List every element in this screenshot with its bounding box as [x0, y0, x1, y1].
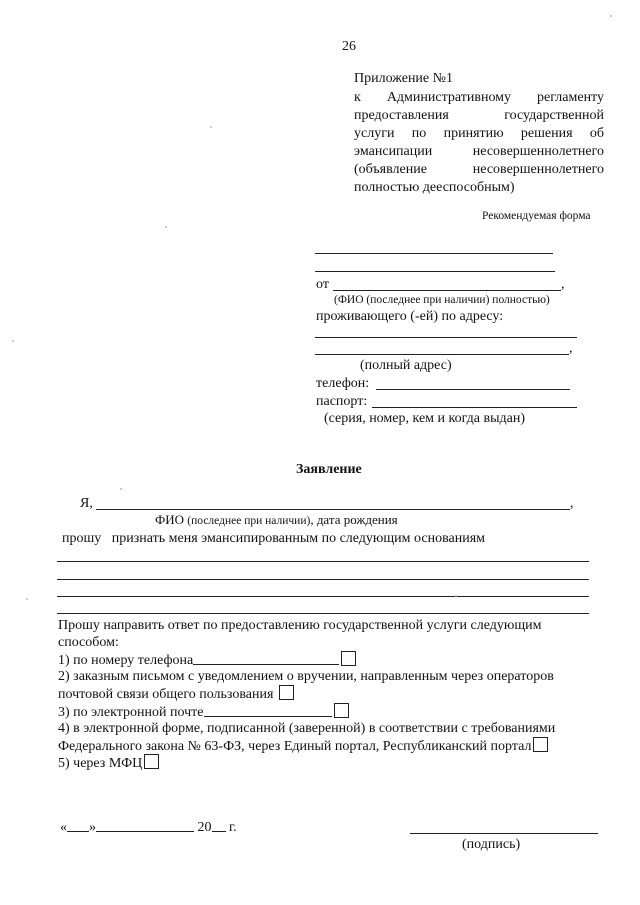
fio-hint-small: (последнее при наличии): [187, 515, 311, 527]
word: услуги: [354, 126, 395, 141]
word: несовершеннолетнего: [472, 162, 604, 177]
from-fio-field[interactable]: [333, 290, 561, 291]
signature-hint: (подпись): [462, 837, 521, 852]
option-phone: [58, 651, 356, 669]
year-prefix: 20: [197, 820, 212, 835]
year-suffix: г.: [229, 820, 237, 835]
word: регламенту: [537, 90, 604, 105]
option-portal-label: Федерального закона № 63-ФЗ, через Единый портал, Республиканский портал: [58, 739, 532, 754]
from-label: от: [316, 277, 329, 292]
scan-speck: [455, 595, 457, 597]
word: (объявление: [354, 162, 427, 177]
passport-field[interactable]: [372, 407, 577, 408]
fio-hint-main: ФИО: [155, 512, 185, 527]
option-email-field[interactable]: [204, 703, 332, 717]
appendix-line-5: [354, 161, 604, 178]
fio-hint-end: , дата рождения: [310, 512, 398, 527]
scan-speck: [26, 598, 28, 600]
address-hint: (полный адрес): [360, 358, 452, 373]
phone-label: телефон:: [316, 376, 370, 391]
quote-open: «: [60, 820, 67, 835]
option-portal-checkbox[interactable]: [533, 737, 548, 752]
grounds-line-3[interactable]: [57, 596, 589, 597]
option-mfc: [58, 754, 159, 772]
scan-speck: [120, 488, 122, 490]
date-day-field[interactable]: [67, 818, 89, 832]
option-mail-line1: 2) заказным письмом с уведомлением о вручении, направленным через операторов: [58, 669, 554, 684]
scan-speck: [210, 126, 212, 128]
appendix-line-3: [354, 125, 604, 142]
addressee-line-1[interactable]: [315, 253, 553, 254]
addressee-line-2[interactable]: [315, 271, 555, 272]
address-suffix: ,: [569, 341, 573, 356]
appendix-line-1: [354, 89, 604, 106]
passport-label: паспорт:: [316, 394, 368, 409]
applicant-fio-field[interactable]: [96, 509, 570, 510]
scan-speck: [165, 226, 167, 228]
page-number: 26: [342, 39, 356, 54]
word: предоставления: [354, 108, 449, 123]
phone-field[interactable]: [376, 389, 570, 390]
request-text: [62, 530, 485, 547]
option-portal: [58, 737, 548, 755]
option-mfc-checkbox[interactable]: [144, 754, 159, 769]
scan-speck: [610, 15, 612, 17]
date-month-field[interactable]: [96, 818, 194, 832]
residing-label: проживающего (-ей) по адресу:: [316, 309, 504, 324]
date-year-field[interactable]: [212, 818, 226, 832]
appendix-last-line: полностью дееспособным): [354, 180, 515, 195]
fio-hint: (ФИО (последнее при наличии) полностью): [334, 294, 550, 306]
word: эмансипации: [354, 144, 433, 159]
option-mfc-label: 5) через МФЦ: [58, 756, 143, 771]
option-email-checkbox[interactable]: [334, 703, 349, 718]
grounds-line-2[interactable]: [57, 579, 589, 580]
word: государственной: [504, 108, 604, 123]
quote-close: »: [89, 820, 96, 835]
option-email-label: 3) по электронной почте: [58, 705, 204, 720]
scan-speck: [12, 340, 14, 342]
address-field-2[interactable]: [315, 354, 569, 355]
word: по: [411, 126, 427, 141]
request-rest: признать меня эмансипированным по следующим основаниям: [111, 531, 485, 546]
appendix-line-4: [354, 143, 604, 160]
word: несовершеннолетнего: [472, 144, 604, 159]
grounds-line-4[interactable]: [57, 613, 589, 614]
grounds-line-1[interactable]: [57, 561, 589, 562]
option-phone-checkbox[interactable]: [341, 651, 356, 666]
word: об: [589, 126, 605, 141]
date-field: [60, 818, 237, 836]
option-phone-field[interactable]: [193, 651, 339, 665]
from-suffix: ,: [561, 277, 565, 292]
i-suffix: ,: [570, 496, 574, 511]
signature-field[interactable]: [410, 833, 598, 834]
word: принятию: [443, 126, 504, 141]
appendix-title: Приложение №1: [354, 71, 453, 86]
response-intro-2: способом:: [58, 635, 119, 650]
word: решения: [520, 126, 573, 141]
word: Административному: [386, 90, 512, 105]
appendix-line-2: [354, 107, 604, 124]
request-word: прошу: [62, 531, 102, 546]
option-mail: [58, 685, 294, 703]
response-intro-1: Прошу направить ответ по предоставлению государственной услуги следующим: [58, 618, 542, 633]
option-mail-label: почтовой связи общего пользования: [58, 687, 274, 702]
recommended-form: Рекомендуемая форма: [482, 210, 591, 222]
statement-title: Заявление: [296, 462, 362, 477]
option-email: [58, 703, 349, 721]
option-portal-line1: 4) в электронной форме, подписанной (заверенной) в соответствии с требованиями: [58, 721, 556, 736]
option-phone-label: 1) по номеру телефона: [58, 653, 194, 668]
passport-hint: (серия, номер, кем и когда выдан): [324, 411, 525, 426]
word: к: [354, 90, 361, 105]
address-field-1[interactable]: [315, 337, 577, 338]
option-mail-checkbox[interactable]: [279, 685, 294, 700]
i-label: Я,: [80, 496, 93, 511]
applicant-fio-hint: [155, 512, 398, 528]
